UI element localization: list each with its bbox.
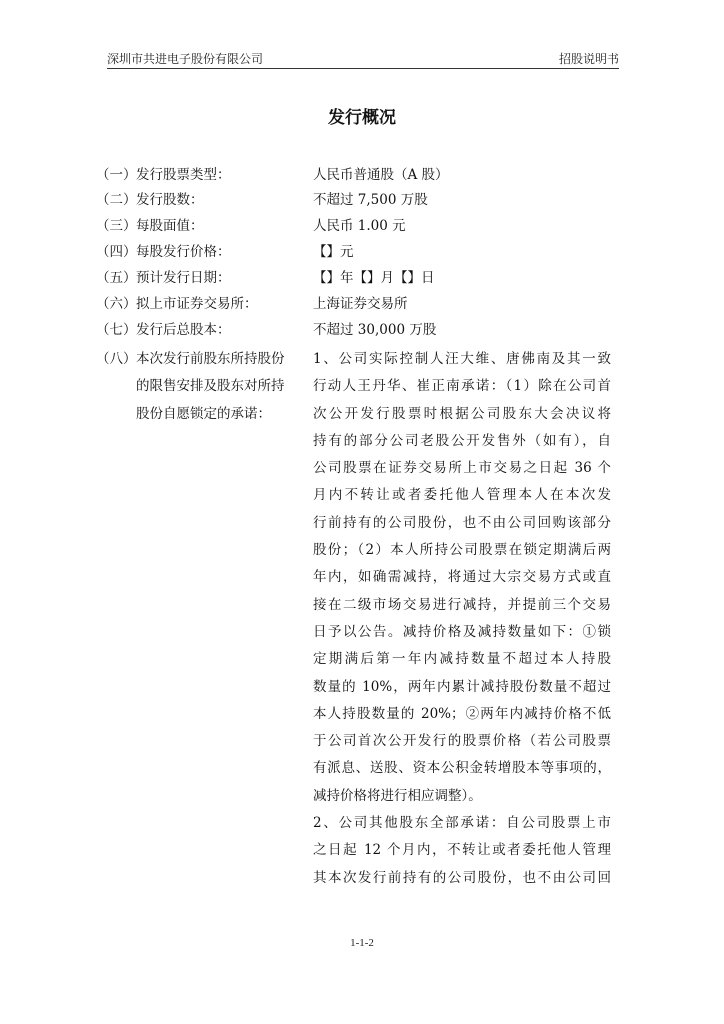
commitment-line: 股份；（2）本人所持公司股票在锁定期满后两 xyxy=(313,542,611,559)
item-label-line: 的限售安排及股东对所持 xyxy=(136,378,285,395)
commitment-line: 行前持有的公司股份，也不由公司回购该部分 xyxy=(313,514,611,531)
commitment-line: 于公司首次公开发行的股票价格（若公司股票 xyxy=(313,733,611,750)
page-header xyxy=(107,50,619,69)
commitment-line: 行动人王丹华、崔正南承诺：（1）除在公司首 xyxy=(313,378,611,395)
commitment-line: 减持价格将进行相应调整）。 xyxy=(313,787,482,804)
item-value: 上海证券交易所 xyxy=(313,296,408,312)
item-number: （三） xyxy=(96,218,137,234)
commitment-line: 接在二级市场交易进行减持，并提前三个交易 xyxy=(313,596,611,613)
commitment-line: 其本次发行前持有的公司股份，也不由公司回 xyxy=(313,869,611,886)
commitment-line: 1、公司实际控制人汪大维、唐佛南及其一致 xyxy=(313,351,611,367)
commitment-line: 月内不转让或者委托他人管理本人在本次发 xyxy=(313,487,611,504)
item-label: 拟上市证券交易所： xyxy=(136,296,258,312)
section-title: 发行概况 xyxy=(328,108,396,128)
item-number: （七） xyxy=(96,322,137,338)
header-document-type: 招股说明书 xyxy=(558,52,619,66)
item-number: （八） xyxy=(96,351,137,367)
item-value: 不超过 30,000 万股 xyxy=(313,322,437,338)
item-label: 发行后总股本： xyxy=(136,322,231,338)
item-number: （二） xyxy=(96,192,137,208)
commitment-line: 有派息、送股、资本公积金转增股本等事项的， xyxy=(313,760,611,777)
item-number: （一） xyxy=(96,167,137,183)
lockup-commitment-text xyxy=(313,346,611,892)
commitment-line: 之日起 12 个月内，不转让或者委托他人管理 xyxy=(313,842,611,859)
item-number: （六） xyxy=(96,296,137,312)
commitment-line: 数量的 10%，两年内累计减持股份数量不超过 xyxy=(313,678,611,695)
item-value: 【】元 xyxy=(313,244,354,260)
item-label-line: 股份自愿锁定的承诺： xyxy=(136,405,271,422)
commitment-line: 公司股票在证券交易所上市交易之日起 36 个 xyxy=(313,460,611,477)
commitment-line: 定期满后第一年内减持数量不超过本人持股 xyxy=(313,651,611,668)
item-number: （五） xyxy=(96,270,137,286)
item-label xyxy=(136,346,301,428)
commitment-line: 年内，如确需减持，将通过大宗交易方式或直 xyxy=(313,569,611,586)
item-label: 预计发行日期： xyxy=(136,270,231,286)
item-label: 发行股数： xyxy=(136,192,204,208)
commitment-line: 次公开发行股票时根据公司股东大会决议将 xyxy=(313,405,611,422)
header-company-name: 深圳市共进电子股份有限公司 xyxy=(107,52,264,66)
item-label: 每股面值： xyxy=(136,218,204,234)
item-value: 不超过 7,500 万股 xyxy=(313,192,428,208)
item-label: 每股发行价格： xyxy=(136,244,231,260)
commitment-line: 本人持股数量的 20%；②两年内减持价格不低 xyxy=(313,705,611,722)
item-label-line: 本次发行前股东所持股份 xyxy=(136,351,285,367)
item-value: 人民币 1.00 元 xyxy=(313,218,406,234)
page-number: 1-1-2 xyxy=(350,937,374,949)
item-value: 【】年【】月【】日 xyxy=(313,270,435,286)
item-label: 发行股票类型： xyxy=(136,167,231,183)
item-value: 人民币普通股（A 股） xyxy=(313,167,449,183)
commitment-line: 日予以公告。减持价格及减持数量如下：①锁 xyxy=(313,623,611,640)
commitment-line: 持有的部分公司老股公开发售外（如有），自 xyxy=(313,432,611,449)
item-number: （四） xyxy=(96,244,137,260)
commitment-line: 2、公司其他股东全部承诺：自公司股票上市 xyxy=(313,815,611,832)
